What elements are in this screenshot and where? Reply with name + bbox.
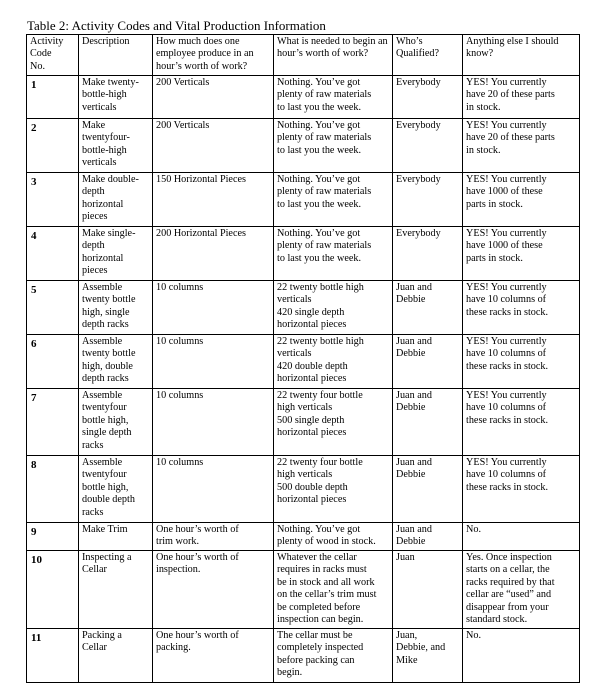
- needed-cell: Nothing. You’ve got plenty of raw materials to last you the week.: [274, 173, 393, 227]
- activity-code-cell: 1: [27, 76, 79, 119]
- qualified-cell: Everybody: [393, 173, 463, 227]
- table-row: [27, 551, 580, 629]
- activity-code-cell: 5: [27, 281, 79, 335]
- header-anything-else: Anything else I should know?: [463, 35, 580, 76]
- activity-code-cell: 4: [27, 227, 79, 281]
- table-row: [27, 281, 580, 335]
- description-cell: Assemble twentyfour bottle high, double depth racks: [79, 456, 153, 523]
- description-cell: Assemble twenty bottle high, single depth racks: [79, 281, 153, 335]
- header-row: [27, 35, 580, 76]
- per-hour-cell: 150 Horizontal Pieces: [153, 173, 274, 227]
- activity-code-cell: 3: [27, 173, 79, 227]
- table-row: [27, 456, 580, 523]
- needed-cell: Nothing. You’ve got plenty of raw materials to last you the week.: [274, 119, 393, 173]
- description-cell: Packing a Cellar: [79, 629, 153, 683]
- anything-else-cell: YES! You currently have 1000 of these parts in stock.: [463, 173, 580, 227]
- description-cell: Make Trim: [79, 523, 153, 551]
- per-hour-cell: 10 columns: [153, 335, 274, 389]
- activity-code-cell: 2: [27, 119, 79, 173]
- per-hour-cell: One hour’s worth of trim work.: [153, 523, 274, 551]
- description-cell: Assemble twenty bottle high, double depth racks: [79, 335, 153, 389]
- per-hour-cell: 10 columns: [153, 456, 274, 523]
- needed-cell: Nothing. You’ve got plenty of raw materials to last you the week.: [274, 227, 393, 281]
- table-caption: Table 2: Activity Codes and Vital Production Information: [27, 18, 326, 33]
- table-row: [27, 173, 580, 227]
- description-cell: Make twentyfour- bottle-high verticals: [79, 119, 153, 173]
- table-row: [27, 76, 580, 119]
- header-activity-code: Activity Code No.: [27, 35, 79, 76]
- needed-cell: 22 twenty bottle high verticals 420 double depth horizontal pieces: [274, 335, 393, 389]
- table-row: [27, 119, 580, 173]
- anything-else-cell: YES! You currently have 10 columns of these racks in stock.: [463, 281, 580, 335]
- anything-else-cell: No.: [463, 629, 580, 683]
- qualified-cell: Everybody: [393, 119, 463, 173]
- description-cell: Make twenty- bottle-high verticals: [79, 76, 153, 119]
- per-hour-cell: One hour’s worth of inspection.: [153, 551, 274, 629]
- table-row: [27, 227, 580, 281]
- anything-else-cell: YES! You currently have 10 columns of these racks in stock.: [463, 456, 580, 523]
- needed-cell: 22 twenty four bottle high verticals 500 single depth horizontal pieces: [274, 389, 393, 456]
- anything-else-cell: YES! You currently have 20 of these parts in stock.: [463, 119, 580, 173]
- qualified-cell: Juan, Debbie, and Mike: [393, 629, 463, 683]
- anything-else-cell: Yes. Once inspection starts on a cellar, the racks required by that cellar are “used” and disappear from your standard stock.: [463, 551, 580, 629]
- qualified-cell: Juan and Debbie: [393, 335, 463, 389]
- per-hour-cell: 200 Verticals: [153, 76, 274, 119]
- description-cell: Make double- depth horizontal pieces: [79, 173, 153, 227]
- activity-codes-table: [26, 34, 580, 683]
- qualified-cell: Juan: [393, 551, 463, 629]
- needed-cell: Whatever the cellar requires in racks must be in stock and all work on the cellar’s trim must be completed before inspection can begin.: [274, 551, 393, 629]
- anything-else-cell: YES! You currently have 10 columns of these racks in stock.: [463, 335, 580, 389]
- qualified-cell: Juan and Debbie: [393, 456, 463, 523]
- per-hour-cell: 200 Horizontal Pieces: [153, 227, 274, 281]
- activity-code-cell: 11: [27, 629, 79, 683]
- needed-cell: Nothing. You’ve got plenty of raw materials to last you the week.: [274, 76, 393, 119]
- needed-cell: Nothing. You’ve got plenty of wood in stock.: [274, 523, 393, 551]
- per-hour-cell: One hour’s worth of packing.: [153, 629, 274, 683]
- needed-cell: 22 twenty four bottle high verticals 500 double depth horizontal pieces: [274, 456, 393, 523]
- anything-else-cell: YES! You currently have 20 of these parts in stock.: [463, 76, 580, 119]
- activity-code-cell: 10: [27, 551, 79, 629]
- description-cell: Make single- depth horizontal pieces: [79, 227, 153, 281]
- qualified-cell: Juan and Debbie: [393, 523, 463, 551]
- qualified-cell: Everybody: [393, 76, 463, 119]
- activity-code-cell: 6: [27, 335, 79, 389]
- table-row: [27, 389, 580, 456]
- anything-else-cell: YES! You currently have 1000 of these parts in stock.: [463, 227, 580, 281]
- needed-cell: 22 twenty bottle high verticals 420 single depth horizontal pieces: [274, 281, 393, 335]
- anything-else-cell: YES! You currently have 10 columns of these racks in stock.: [463, 389, 580, 456]
- description-cell: Assemble twentyfour bottle high, single depth racks: [79, 389, 153, 456]
- per-hour-cell: 200 Verticals: [153, 119, 274, 173]
- header-description: Description: [79, 35, 153, 76]
- activity-code-cell: 7: [27, 389, 79, 456]
- per-hour-cell: 10 columns: [153, 389, 274, 456]
- table-row: [27, 335, 580, 389]
- per-hour-cell: 10 columns: [153, 281, 274, 335]
- needed-cell: The cellar must be completely inspected before packing can begin.: [274, 629, 393, 683]
- qualified-cell: Juan and Debbie: [393, 281, 463, 335]
- table-row: [27, 523, 580, 551]
- header-needed: What is needed to begin an hour’s worth of work?: [274, 35, 393, 76]
- qualified-cell: Juan and Debbie: [393, 389, 463, 456]
- table-row: [27, 629, 580, 683]
- description-cell: Inspecting a Cellar: [79, 551, 153, 629]
- anything-else-cell: No.: [463, 523, 580, 551]
- qualified-cell: Everybody: [393, 227, 463, 281]
- header-per-hour: How much does one employee produce in an hour’s worth of work?: [153, 35, 274, 76]
- activity-code-cell: 9: [27, 523, 79, 551]
- header-qualified: Who’s Qualified?: [393, 35, 463, 76]
- activity-code-cell: 8: [27, 456, 79, 523]
